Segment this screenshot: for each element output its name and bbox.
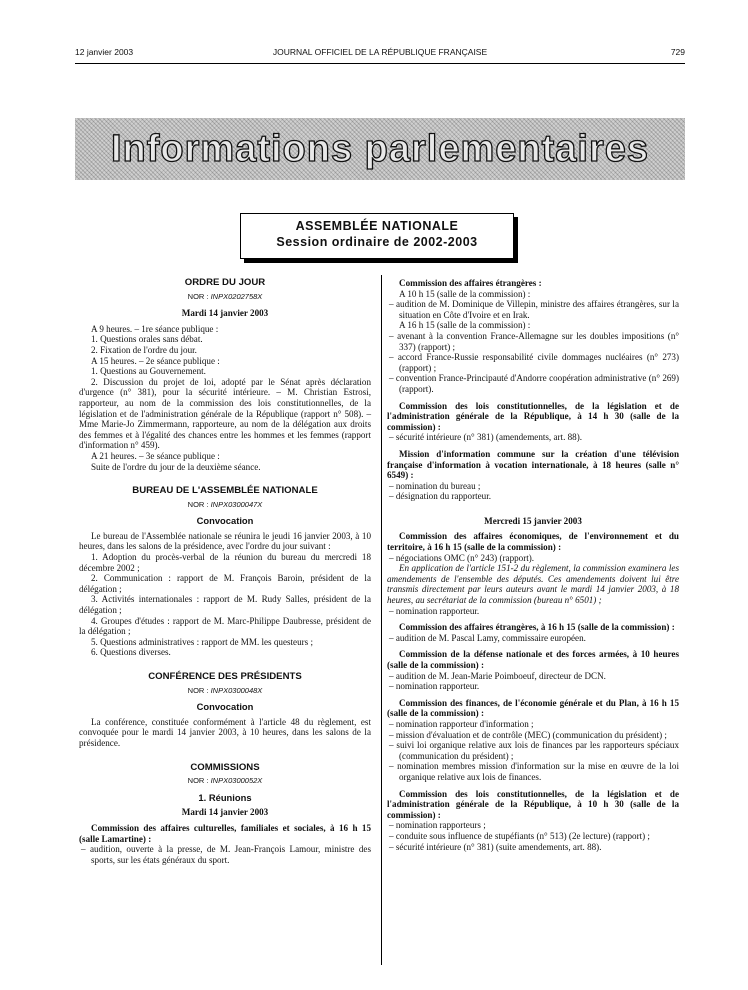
bureau-title: BUREAU DE L'ASSEMBLÉE NATIONALE bbox=[132, 485, 318, 497]
conference-convocation: Convocation bbox=[196, 701, 254, 713]
commissions-day: Mardi 14 janvier 2003 bbox=[181, 807, 269, 818]
bureau-item: 1. Adoption du procès-verbal de la réunion du bureau du mercredi 18 décembre 2002 ; bbox=[79, 552, 371, 573]
agenda-item: – nomination rapporteur. bbox=[389, 605, 480, 616]
time-slot: A 16 h 15 (salle de la commission) : bbox=[399, 320, 531, 331]
commissions-title: COMMISSIONS bbox=[190, 761, 260, 773]
nor-label: NOR : bbox=[187, 685, 211, 695]
agenda-item: – audition de M. Pascal Lamy, commissaire européen. bbox=[389, 632, 586, 643]
nor-code: INPX0300047X bbox=[210, 499, 263, 509]
agenda-item: – négociations OMC (n° 243) (rapport). bbox=[389, 552, 535, 563]
ordre-line: A 21 heures. – 3e séance publique : bbox=[91, 450, 220, 461]
agenda-item: – conduite sous influence de stupéfiants (n° 513) (2e lecture) (rapport) ; bbox=[389, 830, 650, 841]
ordre-nor bbox=[79, 292, 371, 303]
column-divider bbox=[381, 275, 382, 965]
commission-heading: Mission d'information commune sur la création d'une télévision française d'information à vocation internationale, à 18 heures (salle n° 6549) : bbox=[387, 448, 679, 481]
agenda-item: – nomination rapporteurs ; bbox=[389, 820, 486, 831]
session-name: Session ordinaire de 2002-2003 bbox=[276, 235, 478, 249]
conference-text: La conférence, constituée conformément à l'article 48 du règlement, est convoquée pour le mardi 14 janvier 2003, à 10 heures, dans les salons de la présidence. bbox=[79, 716, 371, 748]
day-heading: Mercredi 15 janvier 2003 bbox=[484, 515, 582, 526]
nor-code: INPX0300048X bbox=[210, 685, 263, 695]
ordre-line: 1. Questions orales sans débat. bbox=[91, 334, 203, 345]
amendment-note: En application de l'article 151-2 du règlement, la commission examinera les amendements de l'ensemble des députés. Ces amendements doivent lui être transmis directement par leurs auteurs avant le mardi 14 janvier 2003, à 18 heures, au secrétariat de la commission (bureau n° 6501) ; bbox=[387, 563, 679, 606]
agenda-item: – nomination du bureau ; bbox=[389, 480, 481, 491]
commission-item: – audition, ouverte à la presse, de M. Jean-François Lamour, ministre des sports, sur les états généraux du sport. bbox=[81, 844, 371, 865]
ordre-day: Mardi 14 janvier 2003 bbox=[181, 308, 269, 319]
bureau-item: 5. Questions administratives : rapport de MM. les questeurs ; bbox=[91, 636, 314, 647]
agenda-item: – suivi loi organique relative aux lois de finances par les rapporteurs spéciaux (communication du président) ; bbox=[389, 740, 679, 761]
bureau-item: 6. Questions diverses. bbox=[91, 647, 171, 658]
agenda-item: – nomination membres mission d'information sur la mise en œuvre de la loi organique relative aux lois de finances. bbox=[389, 761, 679, 782]
nor-code: INPX0300052X bbox=[210, 776, 263, 786]
ordre-line: 1. Questions au Gouvernement. bbox=[91, 366, 206, 377]
bureau-item: 4. Groupes d'études : rapport de M. Marc-Philippe Daubresse, président de la délégation ; bbox=[79, 615, 371, 637]
commissions-reunions: 1. Réunions bbox=[198, 791, 252, 803]
commissions-nor bbox=[79, 776, 371, 787]
agenda-item: – convention France-Principauté d'Andorre coopération administrative (n° 269) (rapport). bbox=[389, 373, 679, 394]
bureau-item: 3. Activités internationales : rapport de M. Rudy Salles, président de la délégation ; bbox=[79, 594, 371, 616]
commission-heading: Commission des lois constitutionnelles, de la législation et de l'administration générale de la République, à 14 h 30 (salle de la commission) : bbox=[387, 400, 679, 432]
assembly-title-box bbox=[240, 213, 514, 259]
section-banner bbox=[75, 118, 685, 180]
bureau-nor bbox=[79, 500, 371, 511]
agenda-item: – accord France-Russie responsabilité civile dommages nucléaires (n° 273) (rapport) ; bbox=[389, 352, 679, 373]
commission-heading: Commission des affaires économiques, de l'environnement et du territoire, à 16 h 15 (salle de la commission) : bbox=[387, 531, 679, 553]
bureau-intro: Le bureau de l'Assemblée nationale se réunira le jeudi 16 janvier 2003, à 10 heures, dans les salons de la présidence, avec l'ordre du jour suivant : bbox=[79, 530, 371, 552]
nor-label: NOR : bbox=[187, 499, 211, 509]
bureau-item: 2. Communication : rapport de M. François Baroin, président de la délégation ; bbox=[79, 573, 371, 594]
page-header bbox=[75, 47, 685, 61]
ordre-line: 2. Discussion du projet de loi, adopté par le Sénat après déclaration d'urgence (n° 381), pour la sécurité intérieure. – M. Christian Estrosi, rapporteur, au nom de la commission des lois constitutionnelles, de la législation et de l'administration générale de la République (rapport n° 508). – Mme Marie-Jo Zimmermann, rapporteure, au nom de la délégation aux droits des femmes et à l'égalité des chances entre les hommes et les femmes (rapport d'information n° 459). bbox=[79, 376, 371, 451]
agenda-item: – mission d'évaluation et de contrôle (MEC) (communication du président) ; bbox=[389, 729, 667, 740]
agenda-item: – nomination rapporteur. bbox=[389, 681, 480, 692]
bureau-convocation: Convocation bbox=[196, 515, 254, 527]
agenda-item: – audition de M. Dominique de Villepin, ministre des affaires étrangères, sur la situation en Côte d'Ivoire et en Irak. bbox=[389, 299, 679, 320]
commission-heading: Commission des affaires étrangères : bbox=[399, 278, 542, 288]
conference-title: CONFÉRENCE DES PRÉSIDENTS bbox=[148, 671, 302, 682]
commission-heading: Commission des affaires étrangères, à 16 h 15 (salle de la commission) : bbox=[399, 622, 675, 633]
nor-label: NOR : bbox=[187, 776, 211, 786]
right-column bbox=[387, 278, 679, 852]
ordre-line: A 9 heures. – 1re séance publique : bbox=[91, 323, 219, 334]
agenda-item: – avenant à la convention France-Allemagne sur les doubles impositions (n° 337) (rapport) ; bbox=[389, 330, 679, 352]
ordre-line: Suite de l'ordre du jour de la deuxième séance. bbox=[91, 461, 261, 472]
agenda-item: – sécurité intérieure (n° 381) (amendements, art. 88). bbox=[389, 432, 583, 443]
left-column bbox=[79, 278, 371, 865]
header-journal-title: JOURNAL OFFICIEL DE LA RÉPUBLIQUE FRANÇAISE bbox=[272, 47, 488, 57]
ordre-line: 2. Fixation de l'ordre du jour. bbox=[91, 344, 197, 355]
commission-heading: Commission de la défense nationale et des forces armées, à 10 heures (salle de la commission) : bbox=[387, 649, 679, 670]
header-rule bbox=[75, 63, 685, 64]
banner-title: Informations parlementaires bbox=[110, 128, 650, 170]
header-date: 12 janvier 2003 bbox=[75, 47, 134, 57]
ordre-du-jour-title: ORDRE DU JOUR bbox=[184, 277, 266, 288]
time-slot: A 10 h 15 (salle de la commission) : bbox=[399, 288, 531, 299]
ordre-line: A 15 heures. – 2e séance publique : bbox=[91, 355, 220, 366]
header-page-number: 729 bbox=[670, 47, 685, 57]
agenda-item: – sécurité intérieure (n° 381) (suite amendements, art. 88). bbox=[389, 841, 602, 852]
commission-heading: Commission des affaires culturelles, familiales et sociales, à 16 h 15 (salle Lamartine) : bbox=[79, 822, 371, 844]
assembly-name: ASSEMBLÉE NATIONALE bbox=[295, 219, 459, 233]
agenda-item: – audition de M. Jean-Marie Poimboeuf, directeur de DCN. bbox=[389, 670, 606, 681]
commission-heading: Commission des finances, de l'économie générale et du Plan, à 16 h 15 (salle de la commission) : bbox=[387, 697, 679, 719]
nor-code: INPX0202758X bbox=[210, 291, 263, 301]
conference-nor bbox=[79, 686, 371, 697]
commission-heading: Commission des lois constitutionnelles, de la législation et de l'administration générale de la République, à 10 h 30 (salle de la commission) : bbox=[387, 788, 679, 820]
nor-label: NOR : bbox=[187, 291, 211, 301]
agenda-item: – désignation du rapporteur. bbox=[389, 491, 492, 502]
agenda-item: – nomination rapporteur d'information ; bbox=[389, 718, 534, 729]
